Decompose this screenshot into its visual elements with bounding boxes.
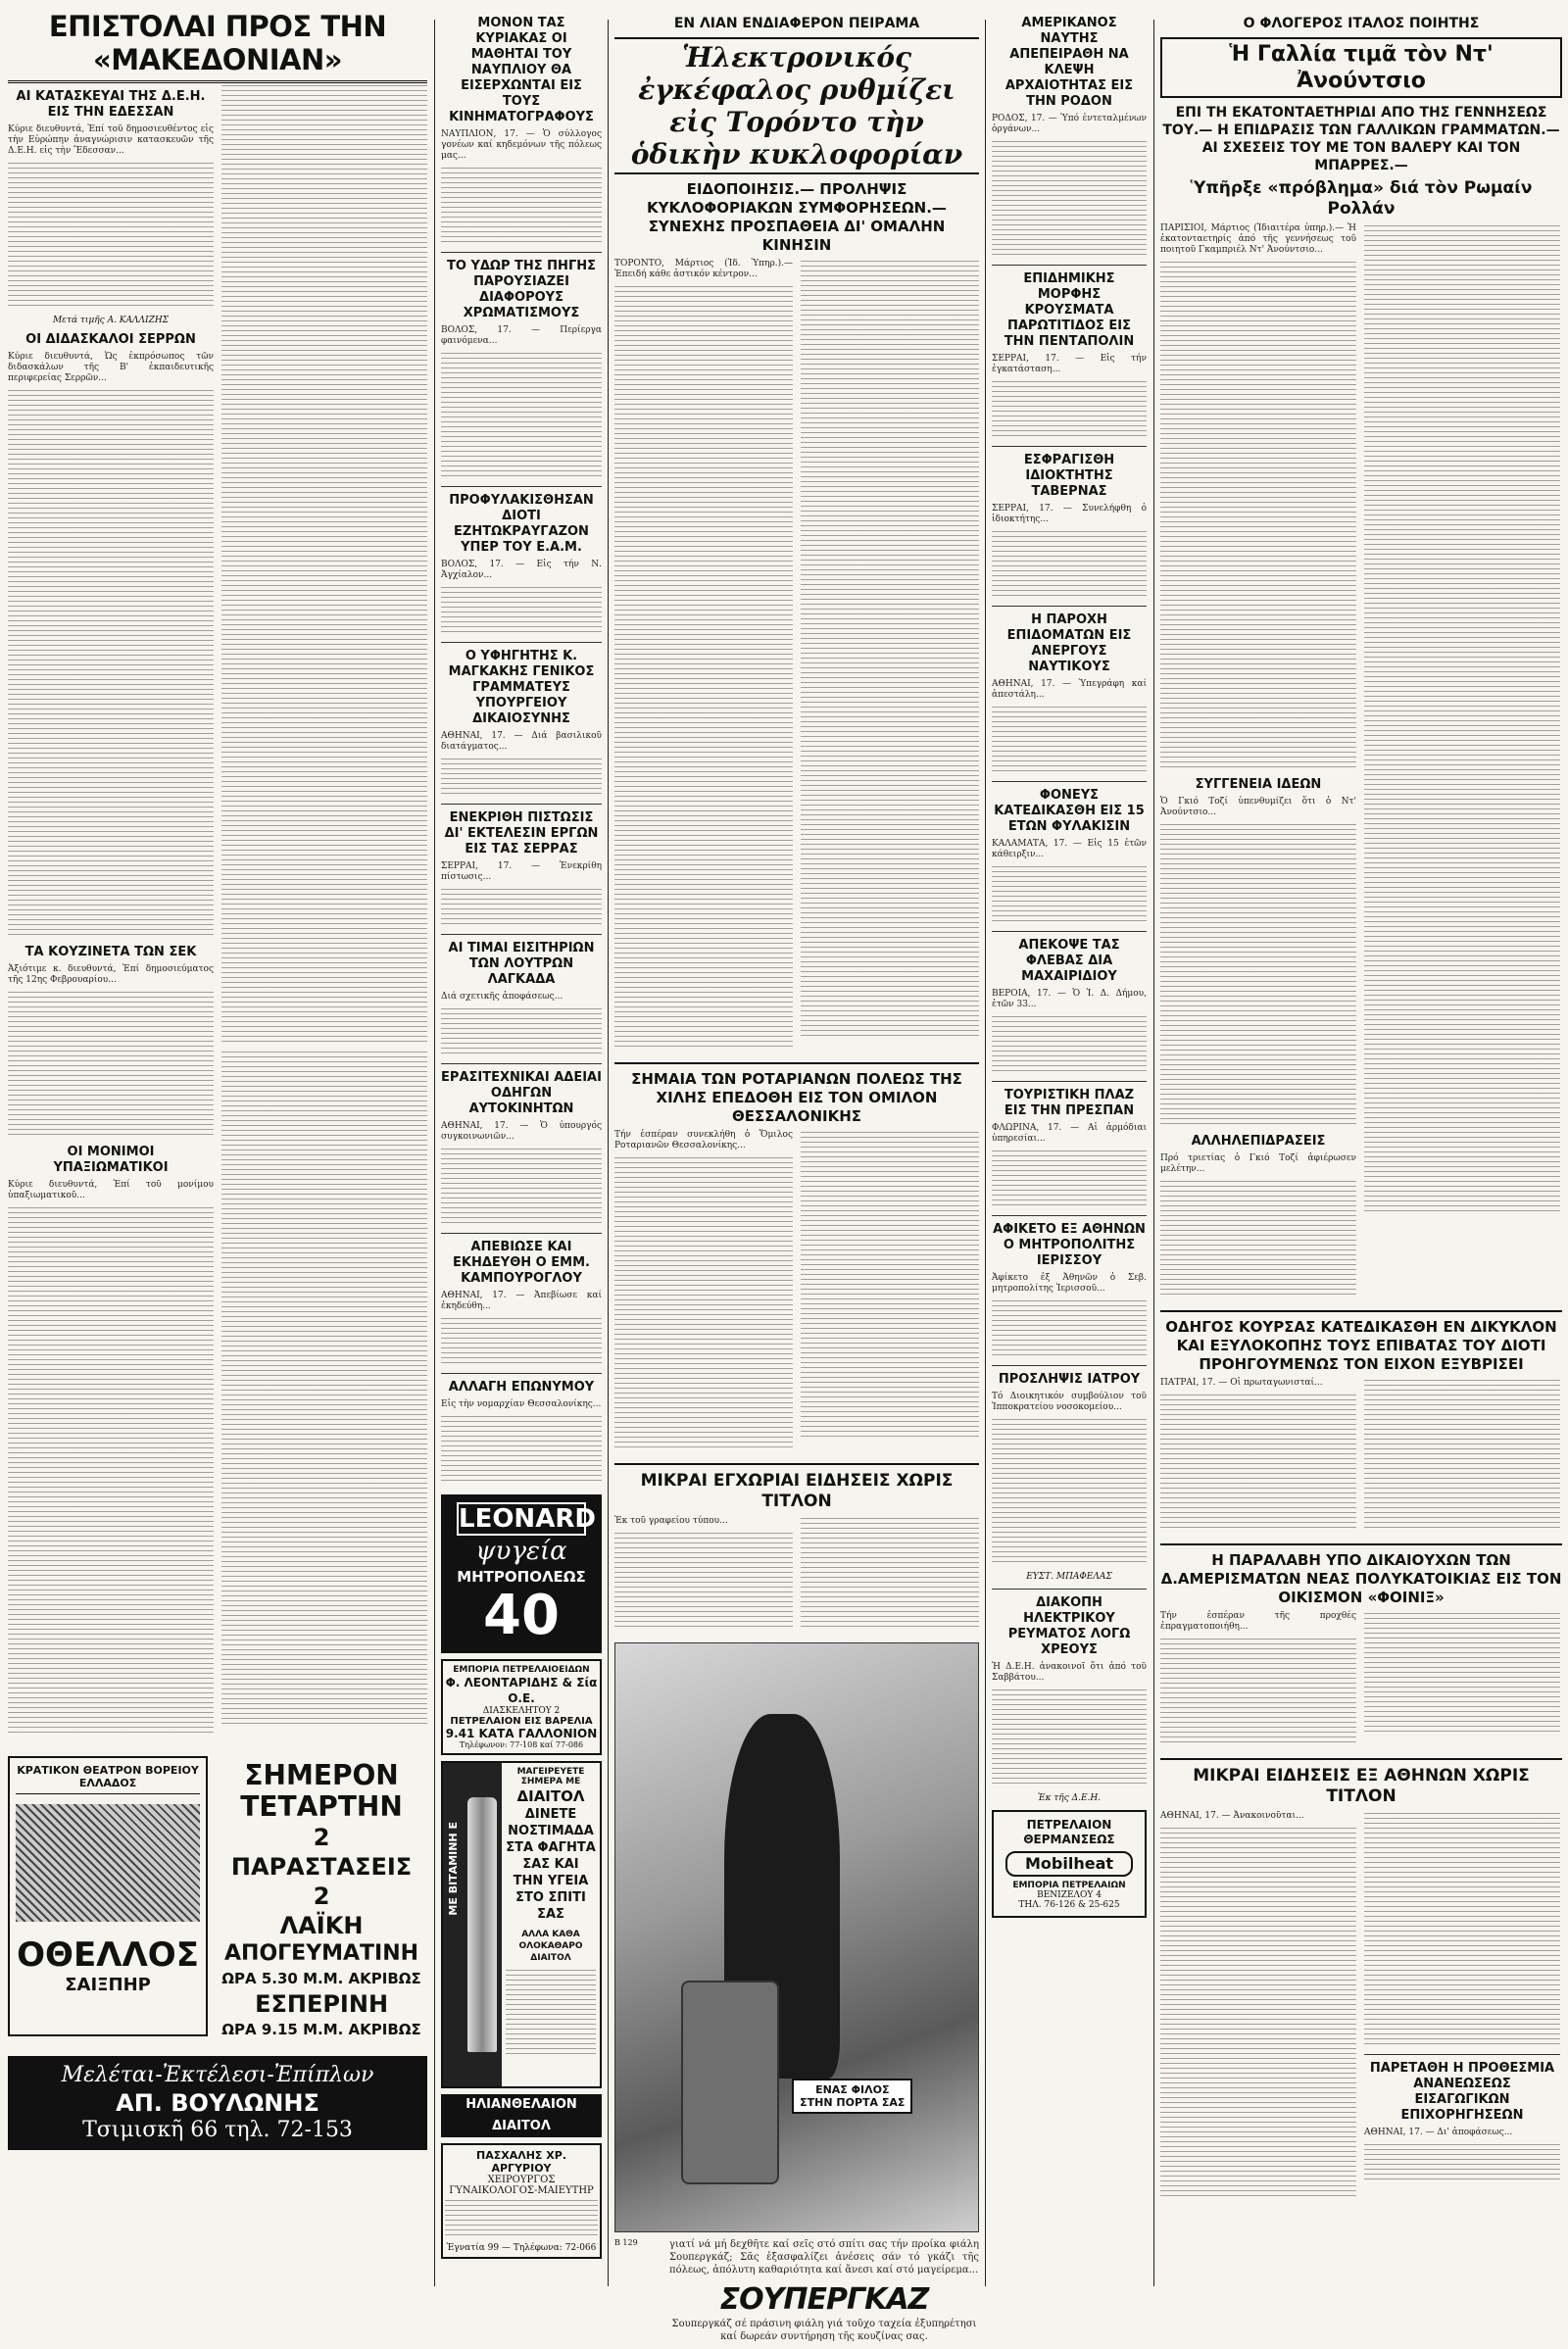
column-regional-news [992,10,1150,2298]
ad-line: ΕΣΠΕΡΙΝΗ [255,1990,389,2018]
ad-line: Φ. ΛΕΟΝΤΑΡΙΔΗΣ & Σία Ο.Ε. [445,1676,598,1705]
article-text: Ἀξιότιμε κ. διευθυντά, Ἐπί δημοσιεύματος τῆς 12ης Φεβρουαρίου... [8,964,217,985]
ad-line: ΑΛΛΑ ΚΑΘΑ ΟΛΟΚΑΘΑΡΟ ΔΙΑΙΤΟΛ [518,1930,583,1963]
ad-author: ΣΑΙΞΠΗΡ [65,1975,151,1995]
ad-line: ΕΜΠΟΡΙΑ ΠΕΤΡΕΛΑΙΟΕΙΔΩΝ [453,1665,590,1675]
article-title: ΑΠΕΚΟΨΕ ΤΑΣ ΦΛΕΒΑΣ ΔΙΑ ΜΑΧΑΙΡΙΔΙΟΥ [1018,938,1120,984]
kicker: Ο ΦΛΟΓΕΡΟΣ ΙΤΑΛΟΣ ΠΟΙΗΤΗΣ [1243,16,1480,31]
ad-header: ΚΡΑΤΙΚΟΝ ΘΕΑΤΡΟΝ ΒΟΡΕΙΟΥ ΕΛΛΑΔΟΣ [16,1764,200,1794]
ad-line: ΑΠΟΓΕΥΜΑΤΙΝΗ [224,1941,419,1966]
body-text-block [8,163,214,310]
ad-footer: ΗΛΙΑΝΘΕΛΑΙΟΝ ΔΙΑΙΤΟΛ [441,2094,602,2137]
body-text-block [992,141,1147,259]
headline-deck: ΕΙΔΟΠΟΙΗΣΙΣ.— ΠΡΟΛΗΨΙΣ ΚΥΚΛΟΦΟΡΙΑΚΩΝ ΣΥΜΦΟΡΗΣΕΩΝ.— ΣΥΝΕΧΗΣ ΠΡΟΣΠΑΘΕΙΑ ΔΙ' ΟΜΑΛΗΝ ΚΙΝΗΣΙΝ [647,180,947,254]
kicker: ΕΝ ΛΙΑΝ ΕΝΔΙΑΦΕΡΟΝ ΠΕΙΡΑΜΑ [673,16,920,31]
section-subtitle: ΑΛΛΗΛΕΠΙΔΡΑΣΕΙΣ [1191,1134,1326,1149]
article-text: ΣΕΡΡΑΙ, 17. — Συνελήφθη ὁ ἰδιοκτήτης... [992,504,1150,524]
body-text-block [221,1052,427,1728]
page-code: Β 129 [614,2238,638,2247]
sub-headline: Ὑπῆρξε «πρόβλημα» διά τὸν Ρωμαίν Ρολλάν [1190,178,1533,219]
body-text-block [8,992,214,1139]
ad-line: Τηλέφωνον: 77-108 καί 77-086 [459,1740,584,1749]
ad-line: ΤΕΤΑΡΤΗΝ [240,1790,403,1823]
ad-line: ΜΗΤΡΟΠΟΛΕΩΣ [457,1568,586,1586]
ad-line: ΜΑΓΕΙΡΕΥΕΤΕ ΣΗΜΕΡΑ ΜΕ [516,1767,585,1786]
ad-line: ΔΙΑΣΚΕΛΗΤΟΥ 2 [482,1706,561,1716]
article-title: Η ΠΑΡΑΛΑΒΗ ΥΠΟ ΔΙΚΑΙΟΥΧΩΝ ΤΩΝ Δ.ΑΜΕΡΙΣΜΑΤΩΝ ΝΕΑΣ ΠΟΛΥΚΑΤΟΙΚΙΑΣ ΕΙΣ ΤΟΝ ΟΙΚΙΣΜΟΝ «ΦΟΙΝΙΞ» [1160,1551,1562,1606]
article-title: Η ΠΑΡΟΧΗ ΕΠΙΔΟΜΑΤΩΝ ΕΙΣ ΑΝΕΡΓΟΥΣ ΝΑΥΤΙΚΟΥΣ [1006,612,1132,674]
body-text-block [506,1970,596,2058]
column-rule [1153,20,1154,2286]
ad-line: ΛΑΪΚΗ [279,1912,364,1939]
body-text-block [801,261,979,1040]
column-rule [608,20,609,2286]
body-text-block [441,353,602,480]
ad-line: Ἐγνατία 99 — Τηλέφωνα: 72-066 [446,2243,597,2253]
leonard-ad [441,1494,602,1653]
article-text: ΦΛΩΡΙΝΑ, 17. — Αἱ ἁρμόδιαι ὑπηρεσίαι... [992,1123,1150,1144]
article-title: ΤΟΥΡΙΣΤΙΚΗ ΠΛΑΖ ΕΙΣ ΤΗΝ ΠΡΕΣΠΑΝ [1004,1088,1135,1118]
body-text-block [1160,1639,1356,1746]
article-title: ΟΙ ΔΙΔΑΣΚΑΛΟΙ ΣΕΡΡΩΝ [25,332,196,347]
furniture-ad [8,2056,427,2150]
article-text: Διά σχετικῆς ἀποφάσεως... [441,992,564,1002]
article-text: Ὁ Γκιό Τοζί ὑπενθυμίζει ὅτι ὁ Ντ' Ἀνούντσιο... [1160,797,1359,817]
article-title: ΤΑ ΚΟΥΖΙΝΕΤΑ ΤΩΝ ΣΕΚ [24,945,197,959]
ad-line: ΓΥΝΑΙΚΟΛΟΓΟΣ-ΜΑΙΕΥΤΗΡ [449,2185,594,2196]
column-rule [434,20,435,2286]
ad-play-title: ΟΘΕΛΛΟΣ [17,1935,199,1975]
body-text-block [1160,824,1356,1128]
body-text-block [441,1008,602,1057]
article-title: Ο ΥΦΗΓΗΤΗΣ Κ. ΜΑΓΚΑΚΗΣ ΓΕΝΙΚΟΣ ΓΡΑΜΜΑΤΕΥΣ ΥΠΟΥΡΓΕΙΟΥ ΔΙΚΑΙΟΣΥΝΗΣ [448,649,595,726]
article-title: ΜΟΝΟΝ ΤΑΣ ΚΥΡΙΑΚΑΣ ΟΙ ΜΑΘΗΤΑΙ ΤΟΥ ΝΑΥΠΛΙΟΥ ΘΑ ΕΙΣΕΡΧΩΝΤΑΙ ΕΙΣ ΤΟΥΣ ΚΙΝΗΜΑΤΟΓΡΑΦΟΥΣ [449,16,594,124]
body-text-block [614,1533,793,1631]
article-text: Κύριε διευθυντά, Ἐπί τοῦ μονίμου ὑπαξιωματικοῦ... [8,1180,217,1200]
article-text: Κύριε διευθυντά, Ὡς ἐκπρόσωπος τῶν διδασκάλων τῆς Β' ἐκπαιδευτικῆς περιφερείας Σερρῶν... [8,352,217,383]
article-text: Ἐκ τοῦ γραφείου τύπου... [614,1516,728,1526]
body-text-block [992,1300,1147,1359]
article-title: ΠΡΟΣΛΗΨΙΣ ΙΑΤΡΟΥ [998,1372,1141,1387]
main-headline: Ἡλεκτρονικός ἐγκέφαλος ρυθμίζει εἰς Τορόντο τὴν ὁδικὴν κυκλοφορίαν [614,37,979,174]
article-title: ΠΡΟΦΥΛΑΚΙΣΘΗΣΑΝ ΔΙΟΤΙ ΕΖΗΤΩΚΡΑΥΓΑΖΟΝ ΥΠΕΡ ΤΟΥ Ε.Α.Μ. [449,493,594,555]
body-text-block [992,1016,1147,1075]
article-text: ΤΟΡΟΝΤΟ, Μάρτιος (Ἰδ. Ὑπηρ.).— Ἐπειδή κάθε ἀστικόν κέντρον... [614,259,796,279]
ad-caption [792,2079,912,2114]
diaitol-ad [441,1761,602,2088]
article-text: ΣΕΡΡΑΙ, 17. — Εἰς τήν ἐγκατάσταση... [992,354,1150,374]
article-text: ΑΘΗΝΑΙ, 17. — Ἀνακοινοῦται... [1160,1811,1304,1821]
column-short-news [441,10,605,2298]
ad-vertical-text: ΜΕ ΒΙΤΑΜΙΝΗ Ε [447,1822,460,1916]
article-text: ΠΑΤΡΑΙ, 17. — Οἱ πρωταγωνισταί... [1160,1378,1323,1388]
article-text: ΑΘΗΝΑΙ, 17. — Ὁ ὑπουργός συγκοινωνιῶν... [441,1121,605,1142]
ad-line: Τσιμισκῆ 66 τηλ. 72-153 [82,2118,353,2142]
body-text-block [1160,1828,1356,2200]
article-title: ΜΙΚΡΑΙ ΕΙΔΗΣΕΙΣ ΕΞ ΑΘΗΝΩΝ ΧΩΡΙΣ ΤΙΤΛΟΝ [1193,1766,1530,1806]
article-text: Τό Διοικητικόν συμβούλιον τοῦ Ἱπποκρατείου νοσοκομείου... [992,1392,1150,1412]
article-title: ΑΜΕΡΙΚΑΝΟΣ ΝΑΥΤΗΣ ΑΠΕΠΕΙΡΑΘΗ ΝΑ ΚΛΕΨΗ ΑΡΧΑΙΟΤΗΤΑΣ ΕΙΣ ΤΗΝ ΡΟΔΟΝ [1004,16,1134,109]
performance-schedule [216,1756,427,2038]
ad-line: ΒΕΝΙΖΕΛΟΥ 4 [1037,1890,1102,1900]
body-text-block [992,381,1147,440]
article-title: ΟΔΗΓΟΣ ΚΟΥΡΣΑΣ ΚΑΤΕΔΙΚΑΣΘΗ ΕΝ ΔΙΚΥΚΛΟΝ ΚΑΙ ΕΞΥΛΟΚΟΠΗΣ ΤΟΥΣ ΕΠΙΒΑΤΑΣ ΤΟΥ ΔΙΟΤΙ ΠΡΟΗΓΟΥΜΕΝΩΣ ΤΟΝ ΕΙΧΟΝ ΕΞΥΒΡΙΣΕΙ [1165,1318,1557,1373]
body-text-block [441,759,602,798]
body-text-block [1160,1395,1356,1532]
petroleum-ad [441,1659,602,1755]
article-text: ΣΕΡΡΑΙ, 17. — Ἐνεκρίθη πίστωσις... [441,861,605,882]
body-text-block [441,168,602,246]
ad-text: γιατί νά μή δεχθῆτε καί σεῖς στό σπίτι σας τήν προίκα φιάλη Σουπεργκάζ; Σᾶς ἐξασφαλίζει ἀνέσεις σάν τό γκάζι τῆς πόλεως, ἀπόλυτη καθαριότητα καί ἄνεσι καί στό μαγείρεμα... [669,2239,983,2276]
ad-number: 40 [483,1584,560,1647]
ad-illustration [16,1804,200,1922]
ad-line: 9.41 ΚΑΤΑ ΓΑΛΛΟΝΙΟΝ [445,1727,598,1740]
ad-caption-line: ΣΤΗΝ ΠΟΡΤΑ ΣΑΣ [800,2096,906,2109]
ad-line: ΣΗΜΕΡΟΝ [244,1759,399,1791]
ad-slogan: Σουπεργκάζ σέ πράσινη φιάλη γιά τοῦχο ταχεία ἐξυπηρέτησι καί δωρεάν συντήρηση τῆς κουζίνας σας. [671,2319,980,2342]
body-text-block [614,1157,793,1451]
body-text-block [992,866,1147,925]
gas-tank-icon [681,1981,779,2184]
body-text-block [8,390,214,939]
article-text: ΚΑΛΑΜΑΤΑ, 17. — Εἰς 15 ἐτῶν κάθειρξιν... [992,839,1150,859]
body-text-block [445,2200,598,2239]
article-text: Ἡ Δ.Ε.Η. ἀνακοινοῖ ὅτι ἀπό τοῦ Σαββάτου... [992,1662,1150,1683]
body-text-block [992,707,1147,775]
theatre-ad [8,1756,208,2036]
article-title: ΔΙΑΚΟΠΗ ΗΛΕΚΤΡΙΚΟΥ ΡΕΥΜΑΤΟΣ ΛΟΓΩ ΧΡΕΟΥΣ [1007,1595,1131,1657]
body-text-block [992,1419,1147,1566]
column-main-story [614,10,983,2342]
body-text-block [992,1689,1147,1787]
ad-line: ΠΕΤΡΕΛΑΙΟΝ ΘΕΡΜΑΝΣΕΩΣ [1023,1818,1115,1846]
ad-caption-line: ΕΝΑΣ ΦΙΛΟΣ [815,2083,890,2096]
article-text: ΒΟΛΟΣ, 17. — Περίεργα φαινόμενα... [441,325,605,346]
article-title: ΕΝΕΚΡΙΘΗ ΠΙΣΤΩΣΙΣ ΔΙ' ΕΚΤΕΛΕΣΙΝ ΕΡΓΩΝ ΕΙΣ ΤΑΣ ΣΕΡΡΑΣ [444,810,599,856]
supergas-ad-photo [614,1642,979,2232]
article-title: ΑΛΛΑΓΗ ΕΠΩΝΥΜΟΥ [448,1380,595,1395]
article-text: ΡΟΔΟΣ, 17. — Ὑπό ἐντεταλμένων ὀργάνων... [992,114,1150,134]
ad-brand: Mobilheat [1005,1851,1133,1877]
body-text-block [992,531,1147,600]
article-title: ΑΙ ΚΑΤΑΣΚΕΥΑΙ ΤΗΣ Δ.Ε.Η. ΕΙΣ ΤΗΝ ΕΔΕΣΣΑΝ [16,89,206,120]
body-text-block [221,85,427,1046]
culture-headline: Ἡ Γαλλία τιμᾶ τὸν Ντ' Ἀνούντσιο [1160,37,1562,98]
body-text-block [1364,225,1560,1215]
article-title: ΑΙ ΤΙΜΑΙ ΕΙΣΙΤΗΡΙΩΝ ΤΩΝ ΛΟΥΤΡΩΝ ΛΑΓΚΑΔΑ [448,941,595,987]
body-text-block [1364,1380,1560,1532]
article-text: Κύριε διευθυντά, Ἐπί τοῦ δημοσιευθέντος εἰς τὴν Εὐρώπην ἀναγνώρισιν κατασκευῶν τῆς Δ.Ε.Η. εἰς τὴν Ἔδεσσαν... [8,124,217,156]
ad-brand: LEONARD [459,1504,596,1534]
body-text-block [1364,1613,1560,1736]
section-subtitle: ΣΥΓΓΕΝΕΙΑ ΙΔΕΩΝ [1195,777,1322,792]
article-text: ΠΑΡΙΣΙΟΙ, Μάρτιος (Ἰδιαιτέρα ὑπηρ.).— Ἡ ἑκατονταετηρίς ἀπό τῆς γεννήσεως τοῦ ποιητοῦ Γκαμπριέλ Ντ' Ἀνούντσιο... [1160,223,1359,255]
article-text: Τήν ἑσπέραν συνεκλήθη ὁ Ὅμιλος Ροταριανῶν Θεσσαλονίκης... [614,1130,796,1150]
body-text-block [1364,2144,1560,2183]
body-text-block [441,889,602,928]
article-text: ΒΕΡΟΙΑ, 17. — Ὁ Ἰ. Δ. Δήμου, ἐτῶν 33... [992,989,1150,1009]
body-text-block [441,1149,602,1227]
headline-deck: ΕΠΙ ΤΗ ΕΚΑΤΟΝΤΑΕΤΗΡΙΔΙ ΑΠΟ ΤΗΣ ΓΕΝΝΗΣΕΩΣ ΤΟΥ.— Η ΕΠΙΔΡΑΣΙΣ ΤΩΝ ΓΑΛΛΙΚΩΝ ΓΡΑΜΜΑΤΩΝ.— ΑΙ ΣΧΕΣΕΙΣ ΤΟΥ ΜΕ ΤΟΝ ΒΑΛΕΡΥ ΚΑΙ ΤΟΝ ΜΠΑΡΡΕΣ.— [1162,105,1560,173]
article-title: ΑΦΙΚΕΤΟ ΕΞ ΑΘΗΝΩΝ Ο ΜΗΤΡΟΠΟΛΙΤΗΣ ΙΕΡΙΣΣΟΥ [993,1222,1146,1268]
article-text: ΑΘΗΝΑΙ, 17. — Δι' ἀποφάσεως... [1364,2128,1513,2137]
ad-line: ΠΕΤΡΕΛΑΙΟΝ ΕΙΣ ΒΑΡΕΛΙΑ [450,1716,593,1727]
article-text: Πρό τριετίας ὁ Γκιό Τοζί ἀφιέρωσεν μελέτην... [1160,1153,1359,1174]
body-text-block [1160,1181,1356,1298]
body-text-block [441,587,602,636]
section-banner: ΕΠΙΣΤΟΛΑΙ ΠΡΟΣ ΤΗΝ «ΜΑΚΕΔΟΝΙΑΝ» [8,10,427,83]
ad-line: ΩΡΑ 5.30 Μ.Μ. ΑΚΡΙΒΩΣ [221,1970,421,1987]
article-text: ΒΟΛΟΣ, 17. — Εἰς τήν Ν. Ἀγχίαλον... [441,560,605,580]
article-title: ΣΗΜΑΙΑ ΤΩΝ ΡΟΤΑΡΙΑΝΩΝ ΠΟΛΕΩΣ ΤΗΣ ΧΙΛΗΣ ΕΠΕΔΟΘΗ ΕΙΣ ΤΟΝ ΟΜΙΛΟΝ ΘΕΣΣΑΛΟΝΙΚΗΣ [631,1070,962,1125]
body-text-block [801,1518,979,1631]
article-text: Τήν ἑσπέραν τῆς προχθές ἐπραγματοποιήθη... [1160,1611,1359,1632]
article-signature: ΕΥΣΤ. ΜΠΑΦΕΛΑΣ [1026,1572,1112,1582]
ad-line: Μελέται-Ἐκτέλεσι-Ἐπίπλων [61,2063,374,2087]
article-title: ΦΟΝΕΥΣ ΚΑΤΕΔΙΚΑΣΘΗ ΕΙΣ 15 ΕΤΩΝ ΦΥΛΑΚΙΣΙΝ [994,788,1145,834]
article-title: ΜΙΚΡΑΙ ΕΓΧΩΡΙΑΙ ΕΙΔΗΣΕΙΣ ΧΩΡΙΣ ΤΙΤΛΟΝ [640,1471,954,1511]
body-text-block [1364,1813,1560,2048]
article-text: ΑΘΗΝΑΙ, 17. — Ὑπεγράφη καί ἀπεστάλη... [992,679,1150,700]
ad-line: ΩΡΑ 9.15 Μ.Μ. ΑΚΡΙΒΩΣ [221,2021,421,2038]
column-culture [1160,10,1562,2298]
article-text: Εἰς τὴν νομαρχίαν Θεσσαλονίκης... [441,1399,602,1409]
article-text: ΑΘΗΝΑΙ, 17. — Ἀπεβίωσε καί ἐκηδεύθη... [441,1291,605,1311]
body-text-block [614,286,793,1051]
column-letters [8,10,427,2298]
article-title: ΤΟ ΥΔΩΡ ΤΗΣ ΠΗΓΗΣ ΠΑΡΟΥΣΙΑΖΕΙ ΔΙΑΦΟΡΟΥΣ ΧΡΩΜΑΤΙΣΜΟΥΣ [447,259,596,320]
article-text: ΝΑΥΠΛΙΟΝ, 17. — Ὁ σύλλογος γονέων καί κηδεμόνων τῆς πόλεως μας... [441,129,605,161]
article-text: Ἀφίκετο ἐξ Ἀθηνῶν ὁ Σεβ. μητροπολίτης Ἱερισσοῦ... [992,1273,1150,1294]
doctor-ad [441,2143,602,2259]
body-text-block [1160,262,1356,771]
article-title: ΠΑΡΕΤΑΘΗ Η ΠΡΟΘΕΣΜΙΑ ΑΝΑΝΕΩΣΕΩΣ ΕΙΣΑΓΩΓΙΚΩΝ ΕΠΙΧΟΡΗΓΗΣΕΩΝ [1369,2061,1555,2123]
oil-bottle-icon [467,1797,497,2052]
mobilheat-ad [992,1810,1147,1918]
ad-line: ψυγεία [475,1537,567,1566]
ad-line: ΔΙΝΕΤΕ ΝΟΣΤΙΜΑΔΑ ΣΤΑ ΦΑΓΗΤΑ ΣΑΣ ΚΑΙ ΤΗΝ ΥΓΕΙΑ ΣΤΟ ΣΠΙΤΙ ΣΑΣ [506,1807,596,1922]
article-title: ΕΡΑΣΙΤΕΧΝΙΚΑΙ ΑΔΕΙΑΙ ΟΔΗΓΩΝ ΑΥΤΟΚΙΝΗΤΩΝ [441,1070,602,1116]
ad-line: ΑΠ. ΒΟΥΛΩΝΗΣ [116,2089,319,2117]
article-title: ΟΙ ΜΟΝΙΜΟΙ ΥΠΑΞΙΩΜΑΤΙΚΟΙ [53,1145,169,1175]
article-signature: Μετά τιμῆς Α. ΚΑΛΛΙΖΗΣ [52,316,170,325]
ad-line: ΕΜΠΟΡΙΑ ΠΕΤΡΕΛΑΙΩΝ [1012,1881,1126,1890]
ad-line: ΧΕΙΡΟΥΡΓΟΣ [487,2175,556,2185]
ad-line: ΔΙΑΙΤΟΛ [516,1787,585,1805]
article-title: ΕΠΙΔΗΜΙΚΗΣ ΜΟΡΦΗΣ ΚΡΟΥΣΜΑΤΑ ΠΑΡΩΤΙΤΙΔΟΣ ΕΙΣ ΤΗΝ ΠΕΝΤΑΠΟΛΙΝ [1004,271,1135,349]
article-signature: Ἐκ τῆς Δ.Ε.Η. [1037,1793,1102,1803]
body-text-block [992,1150,1147,1209]
ad-line: ΤΗΛ. 76-126 & 25-625 [1018,1900,1120,1910]
article-title: ΕΣΦΡΑΓΙΣΘΗ ΙΔΙΟΚΤΗΤΗΣ ΤΑΒΕΡΝΑΣ [1023,453,1115,499]
ad-brand: ΣΟΥΠΕΡΓΚΑΖ [719,2282,929,2317]
body-text-block [8,1207,214,1737]
article-text: ΑΘΗΝΑΙ, 17. — Διά βασιλικοῦ διατάγματος... [441,731,605,752]
body-text-block [441,1318,602,1367]
ad-line: ΠΑΣΧΑΛΗΣ ΧΡ. ΑΡΓΥΡΙΟΥ [475,2149,566,2175]
article-title: ΑΠΕΒΙΩΣΕ ΚΑΙ ΕΚΗΔΕΥΘΗ Ο ΕΜΜ. ΚΑΜΠΟΥΡΟΓΛΟΥ [453,1240,590,1286]
body-text-block [801,1132,979,1441]
body-text-block [441,1416,602,1485]
column-rule [985,20,986,2286]
ad-line: 2 ΠΑΡΑΣΤΑΣΕΙΣ 2 [230,1824,413,1910]
